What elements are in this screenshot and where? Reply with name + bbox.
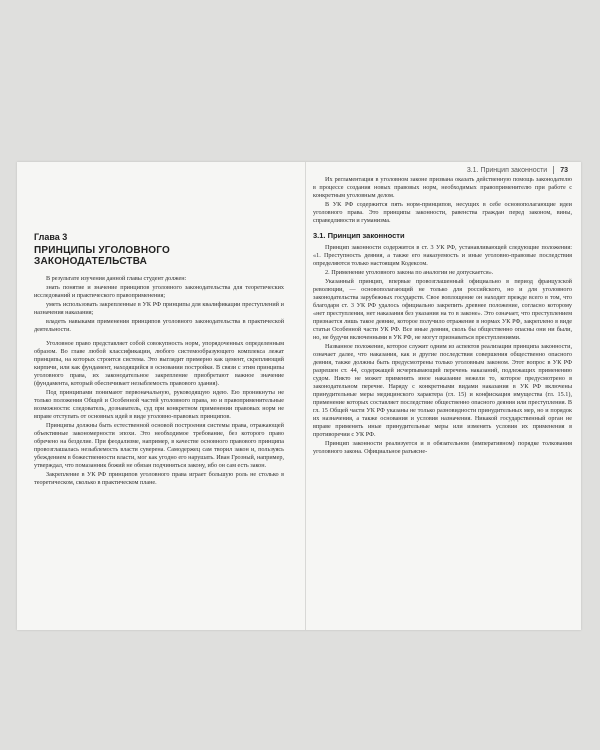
book-spread <box>17 162 581 630</box>
body-paragraph: Их регламентация в уголовном законе призвана оказать действенную помощь законодателю в процессе создания новых правовых норм, необходимых правоприменителю при работе с конкретным уголовным делом. <box>313 176 572 199</box>
left-page <box>34 232 284 488</box>
body-paragraph: 2. Применение уголовного закона по аналогии не допускается». <box>325 269 494 276</box>
body-paragraph: Указанный принцип, впервые провозглашенный официально в период французской революции, — основополагающий не только для российского, но и для уголовного законодательства зарубежных государств. Свое воплощение он находит прежде всего в том, что благодаря ст. 3 УК РФ удалось официально закрепить древнее положение, согласно которому «нет преступления, нет наказания без указания на то в законе». Это означает, что преступлением признается лишь такое деяние, которое получило отражение в нормах УК РФ, закреплено в виде статьи Особенной части УК РФ. Все иные деяния, сколь бы общественно опасны они ни были, но, не будучи включенными в УК РФ, не могут признаваться преступлениями. <box>313 278 572 341</box>
learning-goal: уметь использовать закрепленные в УК РФ принципы для квалификации преступлений и назначения наказания; <box>34 301 284 316</box>
learning-goal: владеть навыками применения принципов уголовного законодательства в практической деятельности. <box>34 318 284 333</box>
body-paragraph: Принцип законности содержится в ст. 3 УК РФ, устанавливающей следующие положения: «1. Преступность деяния, а также его наказуемость и иные уголовно-правовые последствия определяются только настоящим Кодексом. <box>313 244 572 267</box>
learning-goal: знать понятие и значение принципов уголовного законодательства для теоретических исследований и практического правоприменения; <box>34 284 284 299</box>
body-paragraph: Уголовное право представляет собой совокупность норм, упорядоченных определенным образом. Во главе любой классификации, любого системообразующего комплекса лежат принципы, на которых строится система. Это выглядит примерно как цемент, скрепляющий кирпичи, или как фундамент, находящийся в основании постройки. В связи с этим принципы уголовного права, их законодательное закрепление приобретают важное значение (фундамента, который обеспечивает незыблемость правового здания). <box>34 340 284 387</box>
section-title: 3.1. Принцип законности <box>313 231 405 240</box>
body-paragraph: Названное положение, которое служит одним из аспектов реализации принципа законности, означает далее, что наказания, как и другие последствия совершения общественно опасного деяния, также должны быть предусмотрены только уголовным законом. Этот вопрос в УК РФ разрешен ст. 44, содержащей исчерпывающий перечень наказаний, подлежащих применению судом. Никто не может применить иное наказание нежели то, которое предусмотрено в законодательном перечне. Наряду с конкретными видами наказания в УК РФ включены принудительные меры медицинского характера (гл. 15) и конфискация имущества (гл. 15.1), применение которых составляет последствие общественно опасного деяния или преступления. В гл. 15 Общей части УК РФ указаны не только разновидности принудительных мер, но и порядок их назначения, а также основания и условия назначения. Никакой государственный орган не вправе применять иные принудительные меры или изменять условия их применения в противоречии с УК РФ. <box>313 343 572 438</box>
body-paragraph: В УК РФ содержится пять норм-принципов, несущих в себе основополагающие идеи уголовного права. Это принципы законности, равенства граждан перед законом, вины, справедливости и гуманизма. <box>313 201 572 224</box>
running-header-section: 3.1. Принцип законности <box>466 166 548 174</box>
body-paragraph: Закрепление в УК РФ принципов уголовного права играет большую роль не столько в теоретическом, сколько в практическом плане. <box>34 471 284 486</box>
page-spine <box>305 162 306 630</box>
page-number: 73 <box>560 166 568 174</box>
chapter-title: ПРИНЦИПЫ УГОЛОВНОГО ЗАКОНОДАТЕЛЬСТВА <box>34 245 170 267</box>
body-paragraph: Принципы должны быть естественной основой построения системы права, отражающей объективные закономерности эпохи. Это необходимое требование, без которого право обречено на безделие. При феодализме, например, в качестве основного правового принципа провозглашалась незыблемость власти суверена. Самодержец сам творил закон и, пользуясь убеждением в божественности власти, мог как угодно его нарушать. Иван Грозный, например, утверждал, что помазанник божий не обязан подчиняться закону, ибо он сам есть закон. <box>34 422 284 469</box>
header-divider <box>553 166 554 174</box>
chapter-label: Глава 3 <box>34 232 68 242</box>
right-page <box>313 166 572 457</box>
body-paragraph: Под принципами понимают первоначальную, руководящую идею. Ею проникнуты не только положения Общей и Особенной частей уголовного права, но и правоприменительные возможности: следователь, дознаватель, суд при конкретном применении правовых норм не вправе отступать от основных идей в виде уголовно-правовых принципов. <box>34 389 284 420</box>
learning-goals-intro: В результате изучения данной главы студент должен: <box>46 275 187 282</box>
running-header <box>313 166 572 176</box>
body-paragraph: Принцип законности реализуется и в обязательном (императивном) порядке толкования уголовного закона. Официальное разъясне- <box>313 440 572 455</box>
